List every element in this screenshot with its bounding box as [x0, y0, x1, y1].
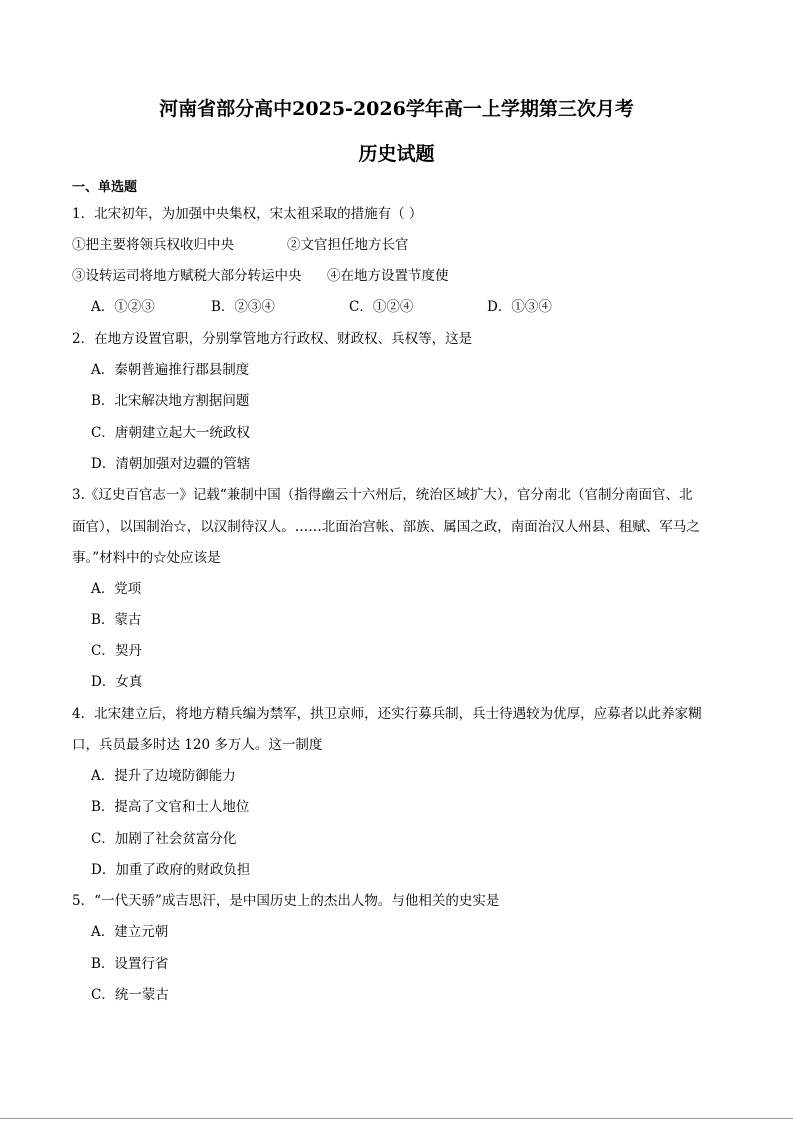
- question-2-option-c[interactable]: C．唐朝建立起大一统政权: [91, 425, 250, 441]
- question-3-option-d[interactable]: D．女真: [91, 674, 143, 690]
- exam-subject: 历史试题: [358, 143, 435, 165]
- section-heading: 一、单选题: [72, 180, 138, 195]
- question-1-option-d[interactable]: D．①③④: [487, 299, 552, 315]
- question-3-option-b[interactable]: B．蒙古: [91, 612, 142, 628]
- question-1-item-1: ①把主要将领兵权收归中央: [72, 237, 234, 253]
- question-4-stem-line-2: 口，兵员最多时达 120 多万人。这一制度: [72, 737, 323, 753]
- question-1-item-4: ④在地方设置节度使: [327, 268, 449, 284]
- question-2-stem: 2．在地方设置官职，分别掌管地方行政权、财政权、兵权等，这是: [72, 331, 473, 347]
- question-4-stem-line-1: 4．北宋建立后，将地方精兵编为禁军，拱卫京师，还实行募兵制，兵士待遇较为优厚，应募者以此养家糊: [72, 706, 702, 722]
- question-1-items-row1: [72, 236, 732, 254]
- question-4-option-d[interactable]: D．加重了政府的财政负担: [91, 862, 251, 878]
- question-4-option-b[interactable]: B．提高了文官和士人地位: [91, 799, 250, 815]
- question-3-stem-line-1: 3.《辽史百官志一》记载“兼制中国（指得幽云十六州后，统治区域扩大），官分南北（官制分南面官、北: [72, 487, 693, 503]
- question-4-option-c[interactable]: C．加剧了社会贫富分化: [91, 831, 237, 847]
- question-3-stem-line-2: 面官），以国制治☆，以汉制待汉人。……北面治宫帐、部族、属国之政，南面治汉人州县、租赋、军马之: [72, 519, 700, 535]
- question-1-stem: 1．北宋初年，为加强中央集权，宋太祖采取的措施有（ ）: [72, 206, 423, 222]
- page-bottom-divider: [0, 1118, 793, 1119]
- question-1-option-b[interactable]: B．②③④: [211, 299, 275, 315]
- exam-title: 河南省部分高中2025-2026学年高一上学期第三次月考: [159, 98, 634, 120]
- question-5-option-c[interactable]: C．统一蒙古: [91, 987, 169, 1003]
- question-2-option-b[interactable]: B．北宋解决地方割据问题: [91, 393, 250, 409]
- question-1-options: [91, 298, 691, 316]
- question-2-option-d[interactable]: D．清朝加强对边疆的管辖: [91, 456, 251, 472]
- question-3-option-a[interactable]: A．党项: [91, 581, 142, 597]
- question-1-item-3: ③设转运司将地方赋税大部分转运中央: [72, 268, 302, 284]
- question-4-option-a[interactable]: A．提升了边境防御能力: [91, 768, 236, 784]
- question-1-items-row2: [72, 267, 732, 285]
- question-1-item-2: ②文官担任地方长官: [287, 237, 409, 253]
- question-2-option-a[interactable]: A．秦朝普遍推行郡县制度: [91, 362, 250, 378]
- question-1-option-a[interactable]: A．①②③: [91, 299, 155, 315]
- question-1-option-c[interactable]: C．①②④: [349, 299, 414, 315]
- question-3-stem-line-3: 事。”材料中的☆处应该是: [72, 550, 221, 566]
- question-5-option-a[interactable]: A．建立元朝: [91, 924, 169, 940]
- question-5-option-b[interactable]: B．设置行省: [91, 956, 169, 972]
- question-5-stem: 5．“一代天骄”成吉思汗，是中国历史上的杰出人物。与他相关的史实是: [72, 893, 500, 909]
- question-3-option-c[interactable]: C．契丹: [91, 643, 142, 659]
